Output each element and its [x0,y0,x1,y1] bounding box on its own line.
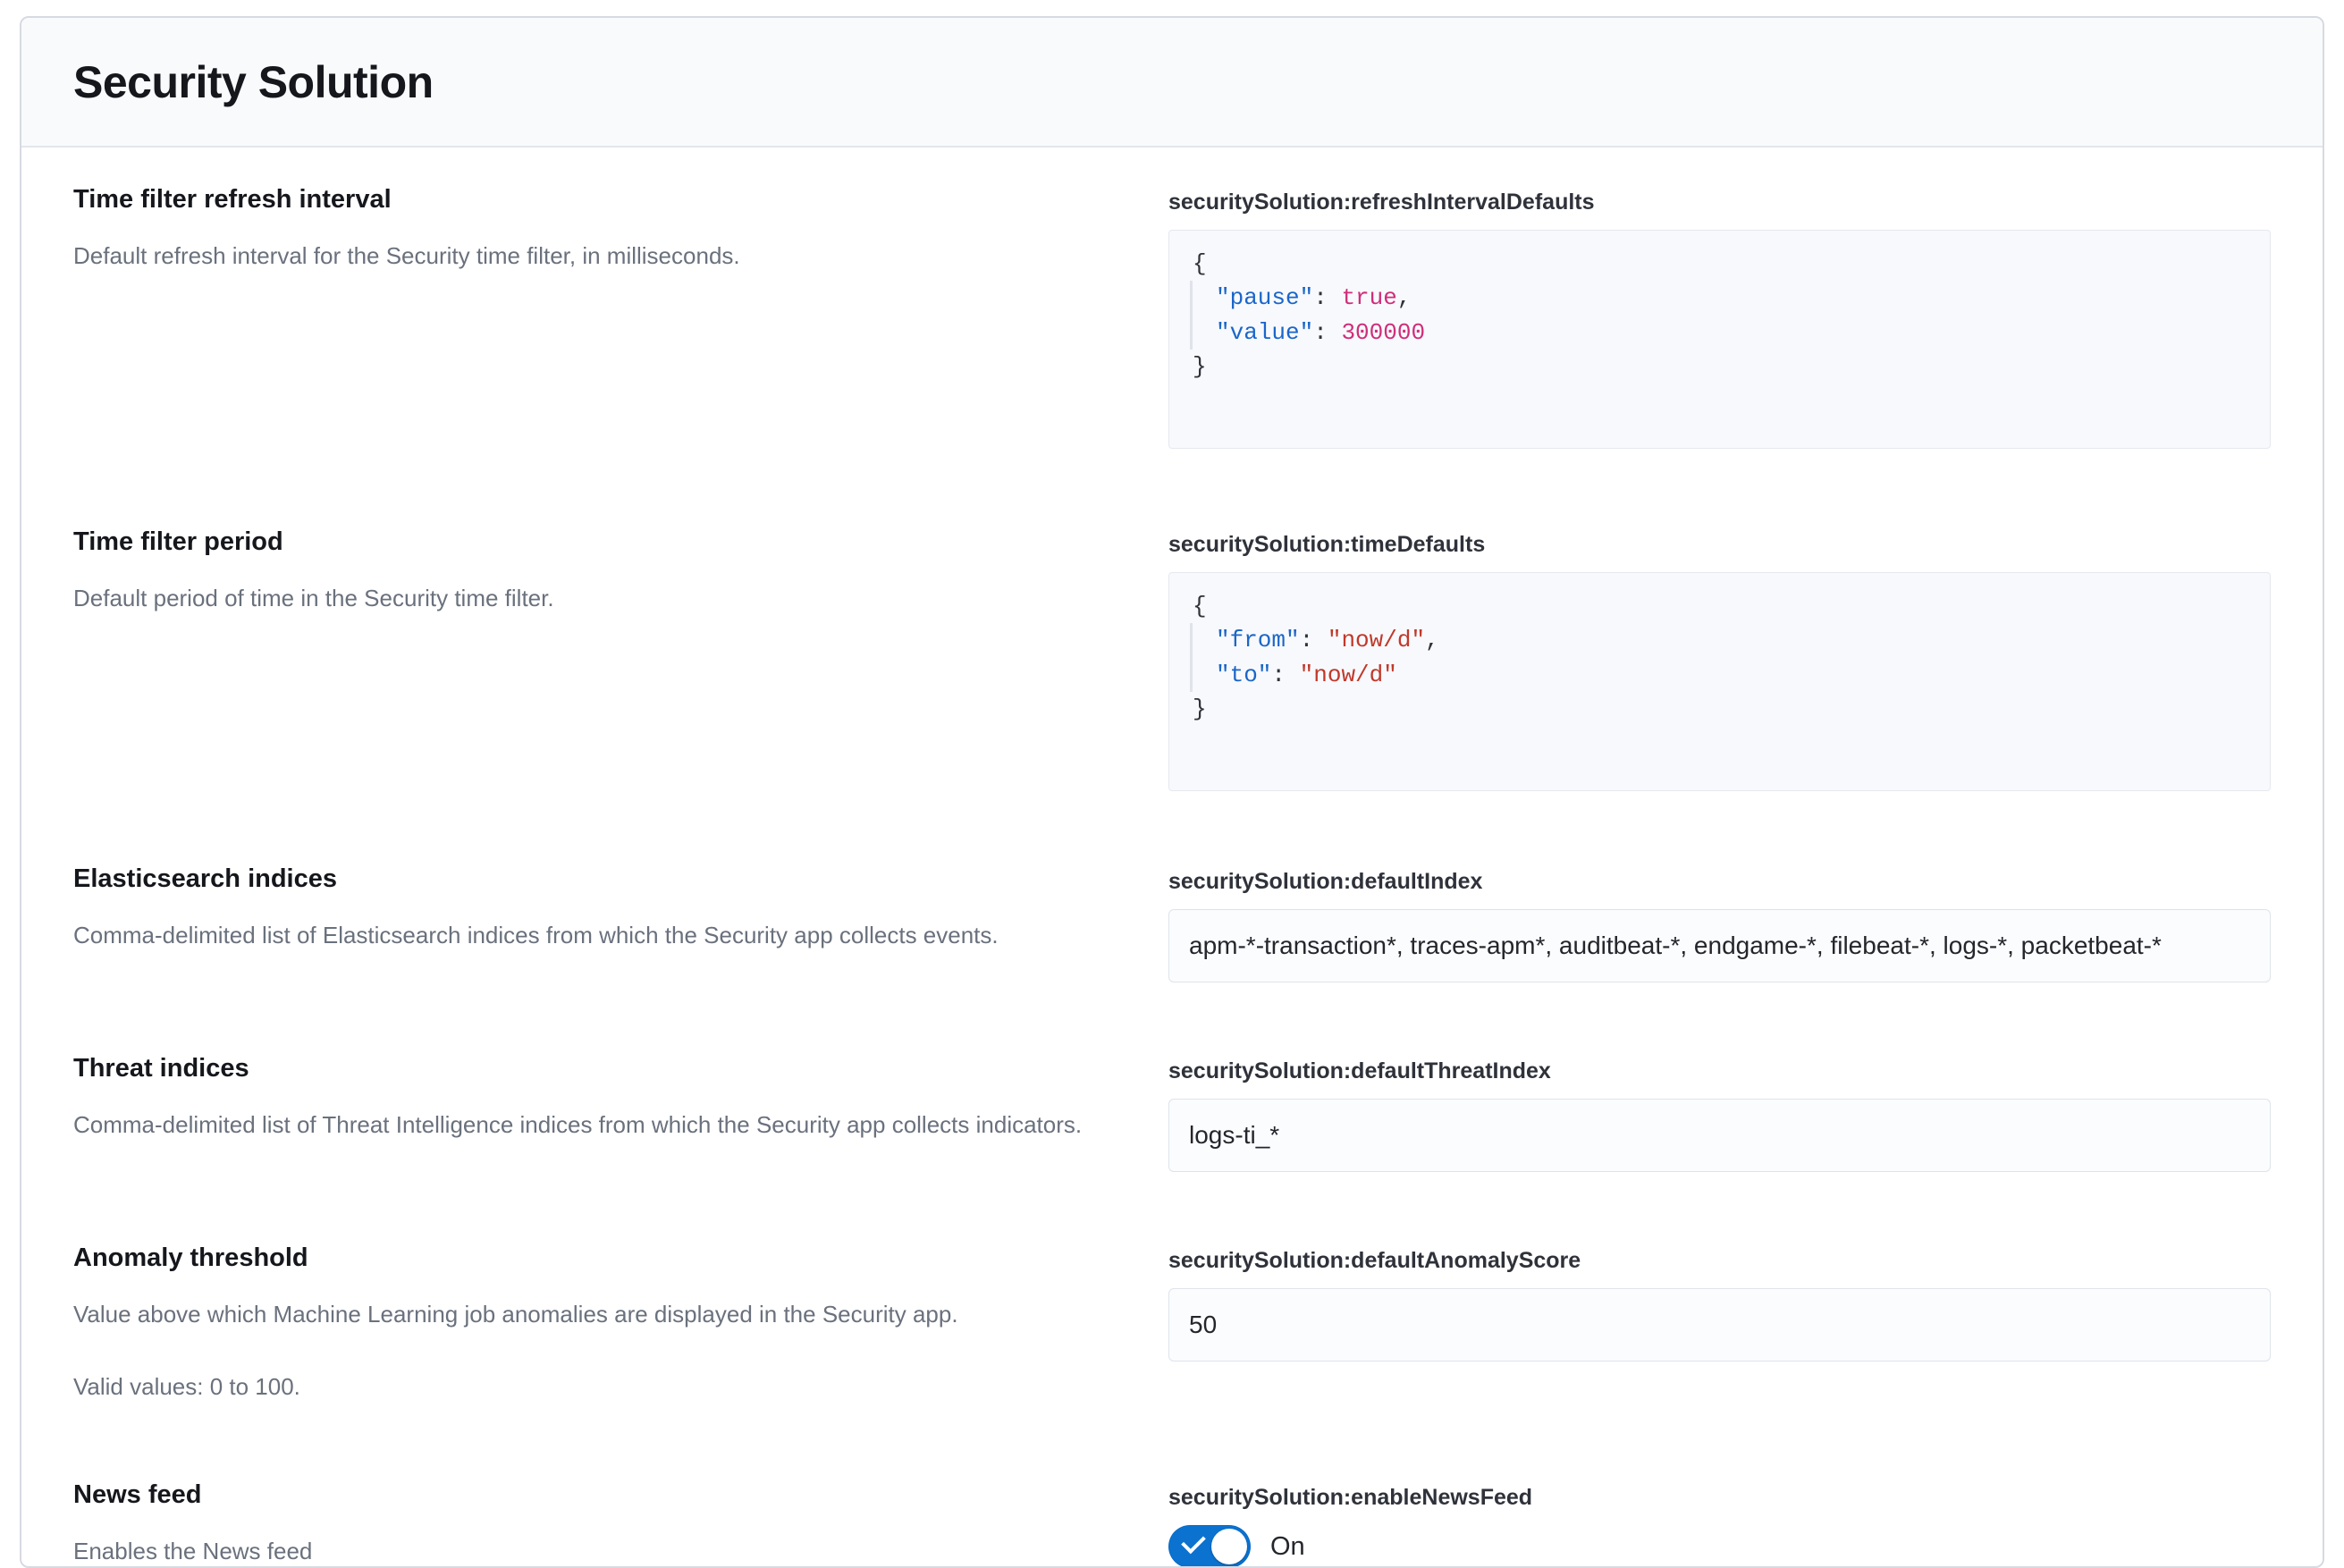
default-index-input[interactable]: apm-*-transaction*, traces-apm*, auditbeat-*, endgame-*, filebeat-*, logs-*, packetbeat-* [1168,909,2271,982]
row-spacer [73,791,2271,863]
row-spacer [73,1172,2271,1242]
setting-description-column [73,863,1168,953]
setting-description-column [73,1479,1168,1568]
json-value: "now/d" [1299,661,1397,688]
json-editor[interactable] [1168,230,2271,449]
json-line-close: } [1193,695,1207,723]
setting-row [73,1052,2271,1172]
setting-key-label: securitySolution:refreshIntervalDefaults [1168,190,1595,215]
setting-control-column [1168,1479,2271,1568]
setting-description: Enables the News feed [73,1538,313,1565]
page-title: Security Solution [73,56,434,107]
default-anomaly-score-input[interactable]: 50 [1168,1288,2271,1361]
setting-key-label: securitySolution:enableNewsFeed [1168,1485,1533,1511]
json-key: "to" [1216,661,1272,688]
news-feed-toggle-row [1168,1525,2271,1568]
json-line-pause [1190,281,2270,315]
json-line-close: } [1193,353,1207,381]
setting-key-label: securitySolution:timeDefaults [1168,532,1486,557]
setting-description-column [73,1052,1168,1142]
setting-title: News feed [73,1480,202,1510]
security-solution-panel [20,16,2324,1568]
json-line-value [1190,316,2270,350]
row-spacer [73,982,2271,1052]
setting-row [73,526,2271,791]
setting-title: Time filter refresh interval [73,185,392,214]
news-feed-toggle[interactable] [1168,1525,1251,1568]
toggle-state-label: On [1270,1531,1305,1561]
json-key: "value" [1216,318,1314,346]
row-spacer [73,1404,2271,1479]
setting-description: Comma-delimited list of Elasticsearch indices from which the Security app collects events. [73,922,999,949]
setting-title: Anomaly threshold [73,1243,308,1272]
json-editor[interactable] [1168,572,2271,791]
setting-row [73,863,2271,982]
json-line-from [1190,623,2270,657]
setting-key-label: securitySolution:defaultIndex [1168,869,1483,894]
json-separator: : [1313,284,1342,312]
setting-description-column [73,183,1168,274]
setting-description-column [73,526,1168,616]
json-separator: : [1313,318,1342,346]
setting-description: Default refresh interval for the Security time filter, in milliseconds. [73,242,740,270]
check-icon [1181,1530,1206,1555]
json-separator: : [1271,661,1300,688]
setting-description: Value above which Machine Learning job anomalies are displayed in the Security app. [73,1301,958,1328]
json-value: "now/d" [1327,627,1426,654]
json-comma: , [1396,284,1412,312]
settings-list [21,148,2323,1568]
default-threat-index-input[interactable]: logs-ti_* [1168,1099,2271,1172]
json-line-open: { [1193,250,1207,277]
setting-row [73,183,2271,449]
setting-title: Threat indices [73,1054,249,1083]
json-line-open: { [1193,593,1207,620]
setting-control-column [1168,526,2271,791]
panel-header [21,18,2323,148]
setting-control-column [1168,183,2271,449]
setting-description: Comma-delimited list of Threat Intelligence indices from which the Security app collects indicators. [73,1111,1083,1139]
json-value: 300000 [1341,318,1426,346]
json-key: "from" [1216,627,1300,654]
setting-valid-values: Valid values: 0 to 100. [73,1372,300,1400]
json-separator: : [1299,627,1328,654]
setting-control-column [1168,1052,2271,1172]
setting-description-column [73,1242,1168,1404]
json-line-to [1190,658,2270,692]
setting-description: Default period of time in the Security time filter. [73,585,554,612]
toggle-knob [1211,1529,1247,1564]
json-comma: , [1425,627,1439,654]
setting-key-label: securitySolution:defaultThreatIndex [1168,1058,1551,1083]
setting-control-column [1168,1242,2271,1361]
setting-key-label: securitySolution:defaultAnomalyScore [1168,1248,1581,1273]
json-key: "pause" [1216,284,1314,312]
setting-row [73,1242,2271,1404]
json-value: true [1341,284,1397,312]
setting-title: Time filter period [73,527,283,556]
row-spacer [73,449,2271,526]
setting-row [73,1479,2271,1568]
setting-title: Elasticsearch indices [73,864,337,893]
setting-control-column [1168,863,2271,982]
